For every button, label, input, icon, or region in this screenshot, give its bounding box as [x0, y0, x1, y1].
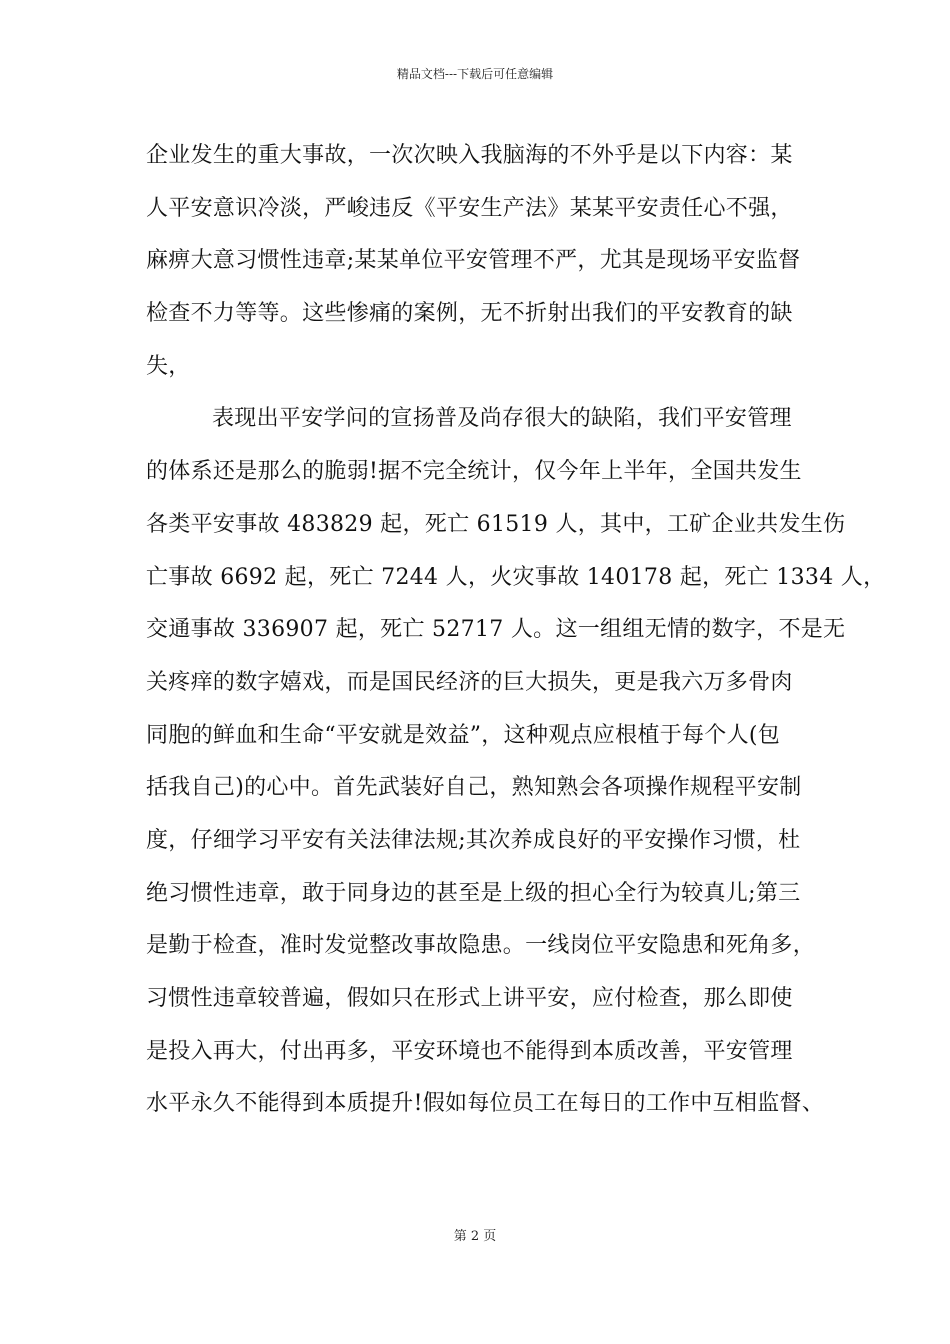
paragraph-line: 是勤于检查，准时发觉整改事故隐患。一线岗位平安隐患和死角多， — [146, 933, 816, 959]
paragraph-line: 各类平安事故 483829 起，死亡 61519 人，其中，工矿企业共发生伤 — [146, 511, 846, 537]
paragraph-line: 人平安意识冷淡，严峻违反《平安生产法》某某平安责任心不强， — [146, 195, 793, 221]
paragraph-line: 度，仔细学习平安有关法律法规;其次养成良好的平安操作习惯，杜 — [146, 827, 801, 853]
paragraph-line: 关疼痒的数字嬉戏，而是国民经济的巨大损失，更是我六万多骨肉 — [146, 669, 793, 695]
paragraph-line: 交通事故 336907 起，死亡 52717 人。这一组组无情的数字，不是无 — [146, 617, 846, 643]
paragraph-line: 失， — [146, 353, 191, 379]
paragraph-line: 是投入再大，付出再多，平安环境也不能得到本质改善，平安管理 — [146, 1038, 793, 1064]
paragraph-line: 麻痹大意习惯性违章;某某单位平安管理不严，尤其是现场平安监督 — [146, 248, 801, 274]
document-body — [146, 130, 886, 1131]
paragraph-line: 亡事故 6692 起，死亡 7244 人，火灾事故 140178 起，死亡 1334 人， — [146, 564, 886, 590]
paragraph-line: 表现出平安学问的宣扬普及尚存很大的缺陷，我们平安管理 — [212, 406, 792, 432]
paragraph-line: 水平永久不能得到本质提升!假如每位员工在每日的工作中互相监督、 — [146, 1091, 825, 1117]
paragraph-line: 企业发生的重大事故，一次次映入我脑海的不外乎是以下内容：某 — [146, 143, 793, 168]
paragraph-line: 检查不力等等。这些惨痛的案例，无不折射出我们的平安教育的缺 — [146, 301, 793, 327]
paragraph-line: 的体系还是那么的脆弱!据不完全统计，仅今年上半年，全国共发生 — [146, 459, 802, 485]
page-header: 精品文档---下载后可任意编辑 — [396, 67, 554, 81]
paragraph-line: 括我自己)的心中。首先武装好自己，熟知熟会各项操作规程平安制 — [146, 775, 802, 801]
paragraph-line: 绝习惯性违章，敢于同身边的甚至是上级的担心全行为较真儿;第三 — [146, 880, 801, 906]
paragraph-line: 同胞的鲜血和生命“平安就是效益”，这种观点应根植于每个人(包 — [146, 722, 781, 748]
paragraph-line: 习惯性违章较普遍，假如只在形式上讲平安，应付检查，那么即使 — [146, 986, 793, 1011]
page-number: 第 2 页 — [453, 1229, 497, 1244]
